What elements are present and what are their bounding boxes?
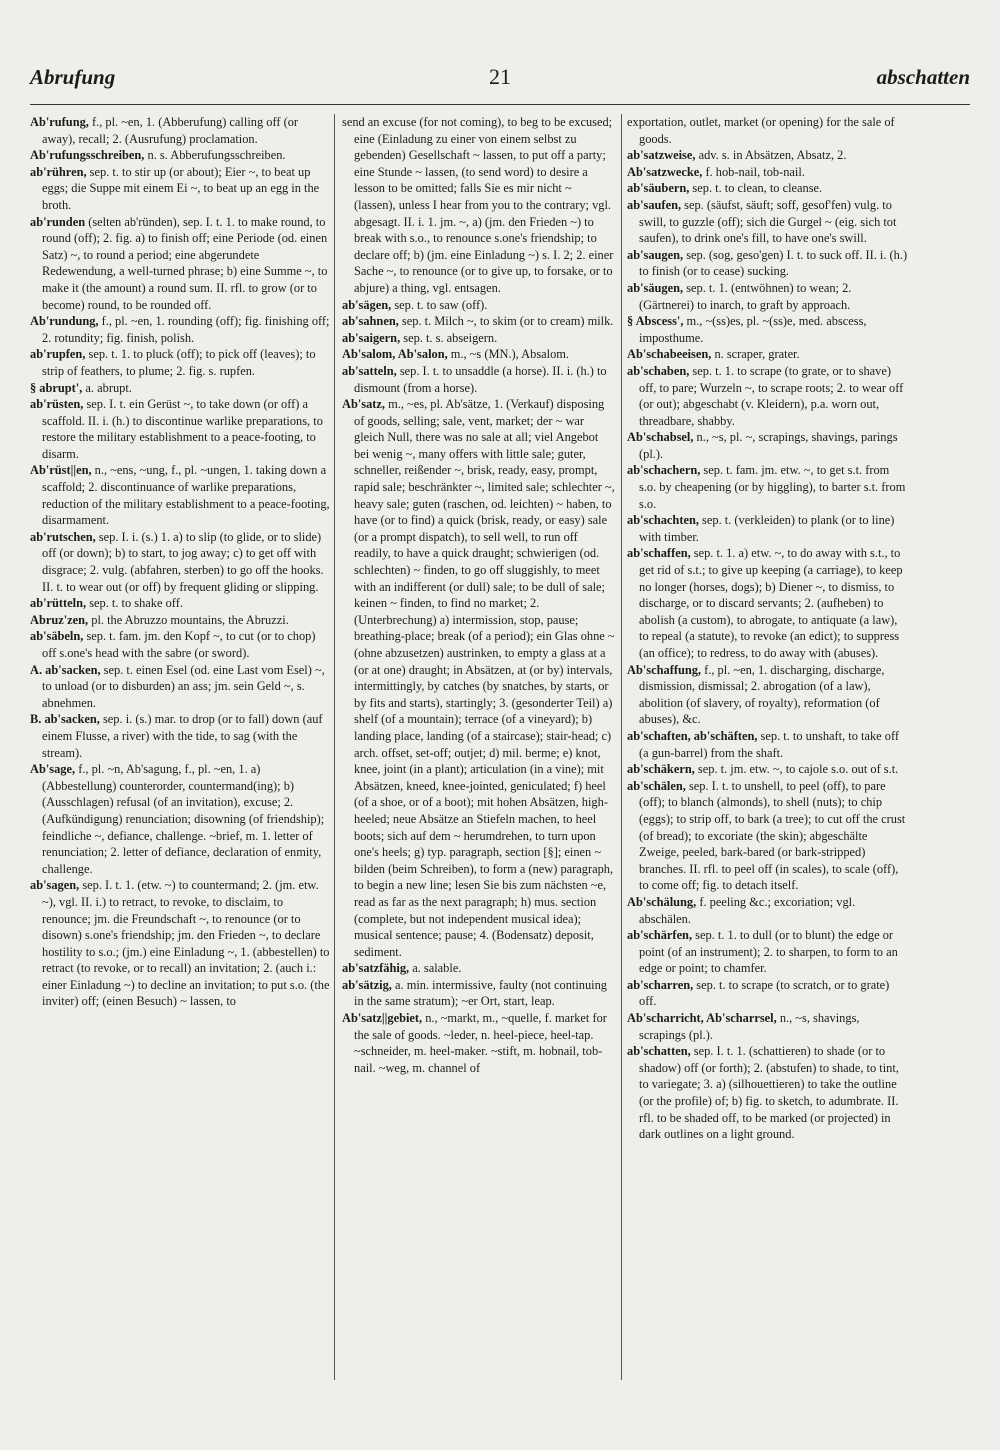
entry-definition: sep. I. t. ein Gerüst ~, to take down (or off) a scaffold. II. i. (h.) to discontinue warlike preparations, to restore the military establishment to a peace-footing, to disarm. — [42, 397, 323, 461]
entry-definition: n., ~ens, ~ung, f., pl. ~ungen, 1. taking down a scaffold; 2. discontinuance of warlike preparations, reduction of the military establishment to a peace-footing, disarmament. — [42, 463, 330, 528]
dictionary-entry — [627, 462, 909, 512]
entry-headword: Ab'salom, Ab'salon, — [342, 347, 448, 362]
dictionary-entry — [30, 612, 330, 629]
entry-definition: sep. i. (s.) mar. to drop (or to fall) down (auf einem Flusse, a river) with the tide, to sag (with the stream). — [42, 712, 323, 760]
dictionary-entry — [342, 960, 616, 977]
entry-headword: § abrupt', — [30, 380, 83, 395]
entry-headword: ab'saigern, — [342, 330, 401, 345]
entry-definition: pl. the Abruzzo mountains, the Abruzzi. — [88, 612, 289, 627]
entry-headword: ab'säbeln, — [30, 629, 84, 644]
entry-headword: ab'sahnen, — [342, 314, 399, 329]
entry-headword: ab'schälen, — [627, 778, 686, 793]
entry-headword: ab'scharren, — [627, 977, 694, 992]
entry-headword: ab'schaften, ab'schäften, — [627, 728, 758, 743]
entry-definition: sep. I. i. (s.) 1. a) to slip (to glide, or to slide) off (or down); b) to start, to jog away; c) to get off with disgrace; 2. vulg. (abfahren, sterben) to go off the hooks. II. t. to wear out (or off) by frequent gliding or slipping. — [42, 529, 324, 594]
entry-headword: Abruz'zen, — [30, 612, 89, 627]
entry-definition: f., pl. ~en, 1. (Abberufung) calling off (or away), recall; 2. (Ausrufung) proclamation. — [42, 115, 299, 146]
entry-headword: Ab'schaffung, — [627, 662, 702, 677]
entry-definition: sep. t. fam. jm. etw. ~, to get s.t. from s.o. by cheapening (or by higgling), to barter s.t. from s.o. — [639, 463, 906, 511]
entry-headword: ab'sagen, — [30, 878, 80, 893]
dictionary-entry — [627, 363, 909, 429]
entry-definition: adv. s. in Absätzen, Absatz, 2. — [695, 148, 847, 163]
entry-headword: ab'rüsten, — [30, 397, 84, 412]
dictionary-entry — [627, 512, 909, 545]
dictionary-entry — [342, 1010, 616, 1076]
dictionary-entry — [342, 346, 616, 363]
dictionary-entry — [627, 1043, 909, 1143]
dictionary-entry — [627, 280, 909, 313]
entry-headword: ab'rupfen, — [30, 347, 86, 362]
entry-definition: sep. t. fam. jm. den Kopf ~, to cut (or to chop) off s.one's head with the sabre (or sword). — [42, 629, 316, 660]
entry-definition: sep. I. t. to unshell, to peel (off), to pare (off); to blanch (almonds), to shell (nuts); to chip (eggs); to strip off, to bark (a tree); to cut off the crust (of bread); to excoriate (the skin); abgeschälte Zweige, peeled, bark-bared (or bark-stripped) branches. II. rfl. to peel off (in scales), to scale (off), to come off; fig. to detach itself. — [639, 778, 906, 893]
dictionary-entry — [627, 662, 909, 728]
column-2 — [342, 114, 616, 1384]
entry-definition: m., ~s (MN.), Absalom. — [447, 347, 570, 362]
dictionary-entry — [30, 380, 330, 397]
entry-headword: ab'satzfähig, — [342, 961, 410, 976]
entry-definition: sep. t. to saw (off). — [391, 297, 488, 312]
entry-headword: B. ab'sacken, — [30, 712, 100, 727]
dictionary-entry — [30, 595, 330, 612]
dictionary-entry — [342, 396, 616, 960]
entry-headword: ab'runden — [30, 214, 86, 229]
entry-headword: ab'rutschen, — [30, 529, 96, 544]
entry-definition: sep. t. jm. etw. ~, to cajole s.o. out of s.t. — [694, 762, 899, 777]
dictionary-entry — [627, 977, 909, 1010]
entry-headword: ab'schaffen, — [627, 546, 691, 561]
entry-definition: exportation, outlet, market (or opening) for the sale of goods. — [627, 115, 895, 146]
entry-definition: send an excuse (for not coming), to beg to be excused; eine (Einladung zu einer von einem selbst zu gebenden) Gesellschaft ~ lassen, to put off a party; eine Stunde ~ lassen, (to send word) to desire a lesson to be omitted; falls Sie es mir nicht ~ (lassen), unless I hear from you to the contrary; vgl. abgesagt. II. i. 1. jm. ~, a) (jm. den Frieden ~) to break with s.o., to renounce s.one's friendship; to declare off; b) (jm. eine Einladung ~) s. I. 2; 2. einer Sache ~, to renounce (or to give up, to forsake, or to abjure) a thing, vgl. entsagen. — [342, 115, 614, 295]
entry-headword: ab'rütteln, — [30, 596, 87, 611]
entry-headword: ab'satzweise, — [627, 148, 696, 163]
dictionary-entry — [30, 114, 330, 147]
dictionary-entry — [30, 462, 330, 528]
dictionary-entry — [627, 761, 909, 778]
entry-headword: Ab'satzwecke, — [627, 164, 703, 179]
dictionary-entry — [30, 711, 330, 761]
entry-headword: Ab'satz, — [342, 397, 386, 412]
dictionary-entry — [30, 396, 330, 462]
entry-definition: sep. t. einen Esel (od. eine Last vom Esel) ~, to unload (or to disburden) an ass; jm. sein Geld ~, s. abnehmen. — [42, 662, 325, 710]
entry-definition: sep. (säufst, säuft; soff, gesof'fen) vulg. to swill, to guzzle (off); sich die Gurgel ~ (eig. sich tot saufen), to drink one's fill, to have one's swill. — [639, 197, 897, 246]
entry-definition: (selten ab'ründen), sep. I. t. 1. to make round, to round (off); 2. fig. a) to finish off; eine Periode (od. einen Satz) ~, to round a period; eine abgerundete Redewendung, a well-turned phrase; b) eine Summe ~, to make it (the amount) a round sum. II. rfl. to grow (or to become) round, to be rounded off. — [42, 214, 328, 312]
entry-definition: a. abrupt. — [82, 380, 132, 395]
entry-definition: sep. t. to unshaft, to take off (a gun-barrel) from the shaft. — [639, 728, 900, 760]
dictionary-entry — [627, 778, 909, 894]
entry-definition: a. min. intermissive, faulty (not continuing in the same stratum); ~er Ort, start, leap. — [354, 977, 608, 1009]
entry-headword: Ab'rufung, — [30, 115, 89, 129]
dictionary-entry — [342, 313, 616, 330]
dictionary-entry — [30, 877, 330, 1010]
dictionary-entry — [627, 147, 909, 164]
right-running-headword: abschatten — [876, 65, 970, 89]
entry-headword: ab'sätzig, — [342, 977, 392, 992]
entry-definition: sep. t. 1. a) etw. ~, to do away with s.t., to get rid of s.t.; to give up keeping (a carriage), to keep no longer (horses, dogs); b) Diener ~, to dismiss, to discharge, or to discard servants; 2. (aufheben) to abolish (a custom), to abrogate, to antiquate (a law), to repeal (a statute), to revoke (an edict); to suppress (an office); to redress, to do away with (abuses). — [639, 546, 903, 660]
dictionary-entry — [627, 164, 909, 181]
entry-headword: ab'satteln, — [342, 363, 397, 378]
dictionary-entry — [627, 545, 909, 661]
dictionary-entry — [627, 728, 909, 761]
entry-definition: n., ~markt, m., ~quelle, f. market for the sale of goods. ~leder, n. heel-piece, heel-tap. ~schneider, m. heel-maker. ~stift, m. hobnail, tob-nail. ~weg, m. channel of — [354, 1011, 607, 1075]
dictionary-entry — [30, 628, 330, 661]
entry-definition: sep. t. 1. (entwöhnen) to wean; 2. (Gärtnerei) to inarch, to graft by approach. — [639, 280, 852, 312]
dictionary-entry — [627, 927, 909, 977]
dictionary-entry — [627, 114, 909, 147]
entry-headword: Ab'scharricht, Ab'scharrsel, — [627, 1011, 777, 1026]
entry-headword: ab'saufen, — [627, 197, 682, 212]
dictionary-entry — [627, 429, 909, 462]
column-1 — [30, 114, 330, 1384]
entry-definition: sep. t. 1. to pluck (off); to pick off (leaves); to strip of feathers, to plume; 2. fig. s. rupfen. — [42, 347, 316, 378]
entry-headword: Ab'rufungsschreiben, — [30, 148, 145, 163]
entry-headword: ab'schärfen, — [627, 928, 693, 943]
dictionary-entry — [30, 662, 330, 712]
dictionary-entry — [342, 363, 616, 396]
entry-definition: sep. t. Milch ~, to skim (or to cream) milk. — [398, 314, 614, 329]
column-divider — [334, 114, 335, 1380]
entry-headword: Ab'sage, — [30, 762, 76, 777]
entry-headword: ab'schachten, — [627, 513, 699, 528]
entry-definition: n. scraper, grater. — [711, 347, 800, 362]
entry-headword: A. ab'sacken, — [30, 662, 101, 677]
entry-headword: Ab'schälung, — [627, 894, 697, 909]
dictionary-entry — [627, 346, 909, 363]
entry-definition: n., ~s, shavings, scrapings (pl.). — [639, 1011, 860, 1042]
entry-definition: m., ~es, pl. Ab'sätze, 1. (Verkauf) disposing of goods, selling; sale, vent, market; der ~ war gleich Null, there was no sale at all; viel Angebot bei wenig ~, many offers with little sale; guter, schneller, reißender ~, brisk, ready, easy, prompt, rapid sale; beschränkter ~, limited sale; schlechter ~, heavy sale; guten (raschen, od. leichten) ~ haben, to have (or to find) a quick (brisk, ready, or easy) sale (or a prompt dispatch), to sell well, to run off readily, to have a quick draught; schwierigen (od. schlechten) ~ finden, to go off sluggishly, to meet with an indifferent (or dull) sale; to be dull of sale; keinen ~ finden, to find no market; 2. (Unterbrechung) a) intermission, stop, pause; breathing-place; break (of a period); ein Glas ohne ~ (ohne abzusetzen) austrinken, to empty a glass at a (or at one) draught; in Absätzen, at (or by) intervals, intermittingly, by catches (by snatches, by starts, or by fits and starts), startingly; 3. (gesonderter Teil) a) shelf (of a mountain); terrace (of a vineyard); b) landing place, landing (of a staircase); stair-head; c) arch. offset, set-off; outjet; d) mil. berme; e) knot, knee, joint (in a plant); articulation (in a vine); mit Absätzen, kneed, knee-jointed, geniculated; f) heel (of a shoe, or of a boot); mit hohen Absätzen, high-heeled; neue Absätze an Stiefeln machen, to heel boots; sich auf dem ~ herumdrehen, to turn upon one's heels; g) typ. paragraph, section [§]; einen ~ bilden (beim Schreiben), to form a (new) paragraph, to begin a new line; lesen Sie bis zum nächsten ~e, read as far as the next paragraph; h) mus. section (complete, but not independent musical idea); musical sentence; pause; 4. (Bodensatz) deposit, sediment. — [354, 397, 615, 959]
dictionary-entry — [342, 977, 616, 1010]
entry-headword: Ab'rüst||en, — [30, 463, 92, 478]
entry-headword: Ab'schabeeisen, — [627, 347, 712, 362]
entry-headword: ab'sägen, — [342, 297, 392, 312]
entry-definition: f., pl. ~en, 1. discharging, discharge, dismission, dismissal; 2. abrogation (of a law), abolition (of slavery, of royalty), reformation (of abuses), &c. — [639, 662, 885, 727]
dictionary-entry — [627, 247, 909, 280]
entry-headword: ab'schaben, — [627, 363, 690, 378]
entry-definition: sep. t. (verkleiden) to plank (or to line) with timber. — [639, 513, 895, 544]
entry-headword: ab'schatten, — [627, 1044, 691, 1059]
entry-headword: ab'saugen, — [627, 247, 684, 262]
entry-definition: sep. t. 1. to dull (or to blunt) the edge or point (of an instrument); 2. to sharpen, to form to an edge or point; to chamfer. — [639, 928, 898, 976]
column-divider — [621, 114, 622, 1380]
column-3 — [627, 114, 909, 1384]
entry-definition: sep. t. to stir up (or about); Eier ~, to beat up eggs; die Suppe mit einem Ei ~, to beat up an egg in the broth. — [42, 164, 320, 212]
dictionary-entry — [627, 1010, 909, 1043]
entry-headword: ab'rühren, — [30, 164, 87, 179]
dictionary-entry — [627, 180, 909, 197]
dictionary-entry — [342, 330, 616, 347]
entry-definition: f., pl. ~en, 1. rounding (off); fig. finishing off; 2. rotundity; fig. finish, polish. — [42, 314, 330, 345]
entry-headword: § Abscess', — [627, 314, 684, 329]
entry-definition: m., ~(ss)es, pl. ~(ss)e, med. abscess, imposthume. — [639, 314, 867, 345]
entry-definition: sep. t. s. abseigern. — [400, 330, 498, 345]
entry-headword: Ab'schabsel, — [627, 430, 694, 445]
running-header — [30, 62, 970, 102]
dictionary-entry — [30, 529, 330, 595]
page-number: 21 — [489, 64, 511, 89]
entry-headword: Ab'rundung, — [30, 314, 99, 329]
entry-definition: n., ~s, pl. ~, scrapings, shavings, parings (pl.). — [639, 430, 898, 461]
entry-definition: f. peeling &c.; excoriation; vgl. abschälen. — [639, 894, 856, 926]
dictionary-entry — [30, 346, 330, 379]
dictionary-entry — [342, 297, 616, 314]
dictionary-entry — [30, 214, 330, 314]
header-rule — [30, 104, 970, 105]
dictionary-entry — [30, 147, 330, 164]
left-running-headword: Abrufung — [30, 65, 116, 89]
entry-definition: sep. t. to clean, to cleanse. — [689, 181, 823, 196]
entry-definition: sep. I. t. 1. (etw. ~) to countermand; 2. (jm. etw. ~), vgl. II. i.) to retract, to revoke, to disclaim, to renounce; jm. die Freundschaft ~, to renounce (or to disown) s.one's friendship; jm. den Frieden ~, to declare hostility to s.o.; (jm.) eine Einladung ~, 1. (abbestellen) to retract (to revoke, or to recall) an invitation; 2. (auch i.: einer Einladung ~) to decline an invitation; to put s.o. (the inviter) off; (einen Besuch) ~ lassen, to — [42, 878, 330, 1009]
entry-definition: sep. I. t. 1. (schattieren) to shade (or to shadow) off (or forth); 2. (abstufen) to shade, to tint, to variegate; 3. a) (silhouettieren) to take the outline (or the profile) of; b) fig. to sketch, to adumbrate. II. rfl. to be shaded off, to be marked (or projected) in dark outlines on a light ground. — [639, 1044, 899, 1142]
entry-definition: sep. t. to scrape (to scratch, or to grate) off. — [639, 977, 890, 1009]
entry-definition: sep. I. t. to unsaddle (a horse). II. i. (h.) to dismount (from a horse). — [354, 363, 607, 395]
dictionary-entry — [30, 761, 330, 877]
entry-definition: f. hob-nail, tob-nail. — [702, 164, 805, 179]
entry-headword: ab'säugen, — [627, 280, 684, 295]
entry-headword: Ab'satz||gebiet, — [342, 1011, 423, 1026]
dictionary-entry — [30, 164, 330, 214]
entry-definition: a. salable. — [409, 961, 462, 976]
entry-definition: sep. (sog, geso'gen) I. t. to suck off. II. i. (h.) to finish (or to cease) sucking. — [639, 247, 908, 279]
entry-definition: sep. t. to shake off. — [86, 596, 183, 611]
entry-headword: ab'schachern, — [627, 463, 701, 478]
entry-definition: f., pl. ~n, Ab'sagung, f., pl. ~en, 1. a) (Abbestellung) counterorder, countermand(ing); b) (Ausschlagen) refusal (of an invitation), excuse; 2. (Aufkündigung) renunciation; disowning (of friendship); feindliche ~, defiance, challenge. ~brief, m. 1. letter of renunciation; 2. letter of defiance, declaration of enmity, challenge. — [42, 762, 325, 876]
entry-definition: sep. t. 1. to scrape (to grate, or to shave) off, to pare; Wurzeln ~, to scrape roots; 2. to wear off (or out); abgeschabt (v. Kleidern), p.a. worn out, threadbare, shabby. — [639, 363, 904, 428]
dictionary-entry — [627, 313, 909, 346]
entry-headword: ab'schäkern, — [627, 762, 695, 777]
dictionary-entry — [30, 313, 330, 346]
entry-headword: ab'säubern, — [627, 181, 690, 196]
dictionary-entry — [627, 894, 909, 927]
dictionary-entry — [627, 197, 909, 247]
dictionary-entry — [342, 114, 616, 297]
entry-definition: n. s. Abberufungsschreiben. — [144, 148, 286, 163]
